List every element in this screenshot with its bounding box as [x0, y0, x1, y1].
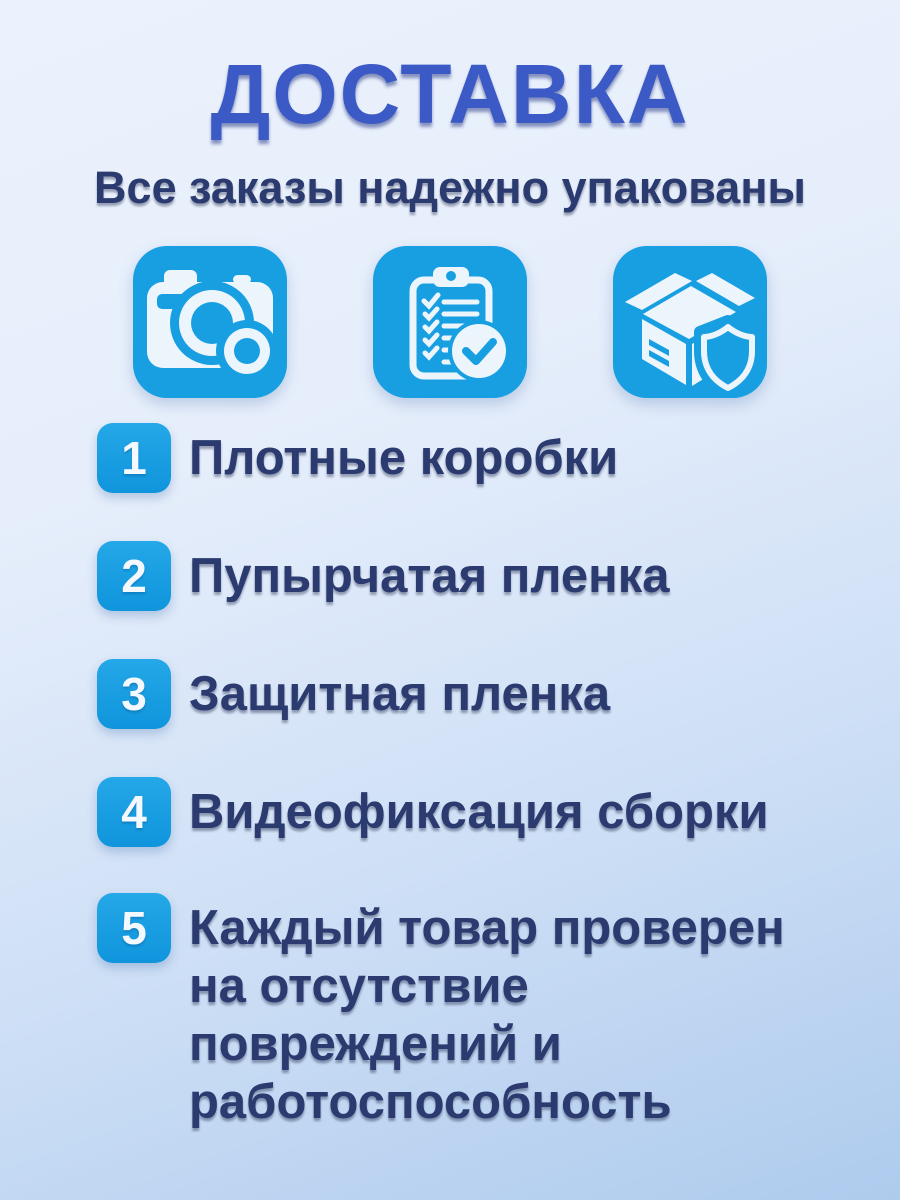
list-item-2	[97, 541, 669, 611]
item-number: 1	[121, 432, 147, 484]
item-number-badge	[97, 777, 171, 847]
item-number: 5	[121, 902, 147, 954]
item-text: Видеофиксация сборки	[189, 785, 769, 839]
camera-icon	[133, 246, 287, 398]
list-item-3	[97, 659, 610, 729]
package-shield-icon	[613, 246, 767, 398]
item-number-badge	[97, 423, 171, 493]
item-text: Пупырчатая пленка	[189, 549, 670, 603]
list-item-5	[97, 899, 785, 1131]
item-text: Защитная пленка	[189, 667, 611, 721]
item-text: Плотные коробки	[189, 431, 619, 485]
item-text: Каждый товар проверен на отсутствие повреждений и работоспособность	[189, 901, 785, 1129]
item-number: 3	[121, 668, 147, 720]
icon-row	[0, 246, 900, 398]
item-number: 4	[121, 786, 147, 838]
item-number-badge	[97, 541, 171, 611]
item-number: 2	[121, 550, 147, 602]
list-item-1	[97, 423, 618, 493]
item-number-badge	[97, 893, 171, 963]
page-subtitle: Все заказы надежно упакованы	[94, 162, 806, 213]
item-number-badge	[97, 659, 171, 729]
page-title: ДОСТАВКА	[210, 47, 690, 141]
checklist-clipboard-icon	[373, 246, 527, 398]
list-item-4	[97, 777, 769, 847]
